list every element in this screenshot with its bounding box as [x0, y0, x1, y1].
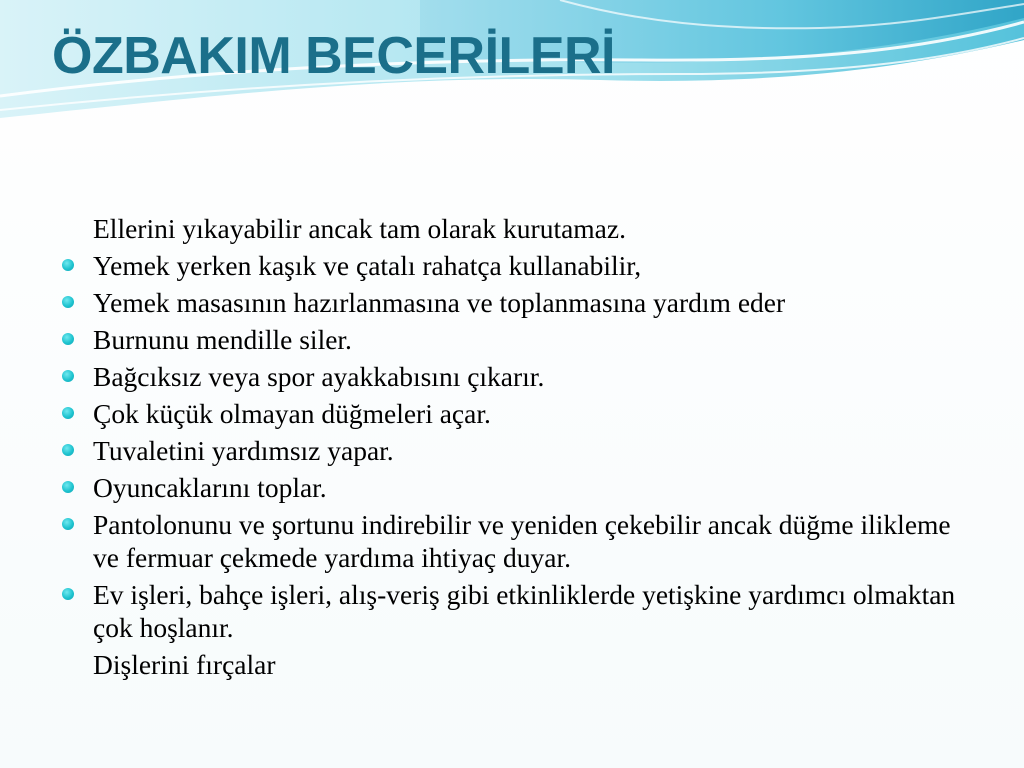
slide-title: ÖZBAKIM BECERİLERİ — [52, 27, 615, 85]
list-item-text: Yemek yerken kaşık ve çatalı rahatça kullanabilir, — [93, 250, 642, 281]
list-item — [62, 434, 962, 467]
list-item — [62, 286, 962, 319]
bullet-icon — [62, 588, 74, 600]
list-item-text: Bağcıksız veya spor ayakkabısını çıkarır. — [93, 361, 545, 392]
bullet-icon — [62, 296, 74, 308]
bullet-icon — [62, 259, 74, 271]
list-item-text: Yemek masasının hazırlanmasına ve toplanmasına yardım eder — [93, 287, 786, 318]
list-item-text: Pantolonunu ve şortunu indirebilir ve yeniden çekebilir ancak düğme ilikleme ve fermuar çekmede yardıma ihtiyaç duyar. — [93, 509, 951, 573]
list-item-text: Tuvaletini yardımsız yapar. — [93, 435, 394, 466]
list-item — [62, 648, 962, 681]
list-item — [62, 397, 962, 430]
bullet-icon — [62, 481, 74, 493]
list-item-text: Burnunu mendille siler. — [93, 324, 352, 355]
list-item — [62, 471, 962, 504]
list-item — [62, 212, 962, 245]
bullet-icon — [62, 444, 74, 456]
list-item — [62, 578, 962, 644]
bullet-icon — [62, 370, 74, 382]
list-item — [62, 249, 962, 282]
list-item — [62, 360, 962, 393]
list-item-text: Ellerini yıkayabilir ancak tam olarak kurutamaz. — [93, 213, 626, 244]
list-item-text: Çok küçük olmayan düğmeleri açar. — [93, 398, 491, 429]
list-item-text: Oyuncaklarını toplar. — [93, 472, 327, 503]
list-item-text: Ev işleri, bahçe işleri, alış-veriş gibi etkinliklerde yetişkine yardımcı olmaktan çok hoşlanır. — [93, 579, 956, 643]
list-item — [62, 508, 962, 574]
list-item-text: Dişlerini fırçalar — [93, 649, 276, 680]
bullet-icon — [62, 407, 74, 419]
bullet-icon — [62, 333, 74, 345]
bullet-list — [62, 212, 962, 685]
bullet-icon — [62, 518, 74, 530]
list-item — [62, 323, 962, 356]
